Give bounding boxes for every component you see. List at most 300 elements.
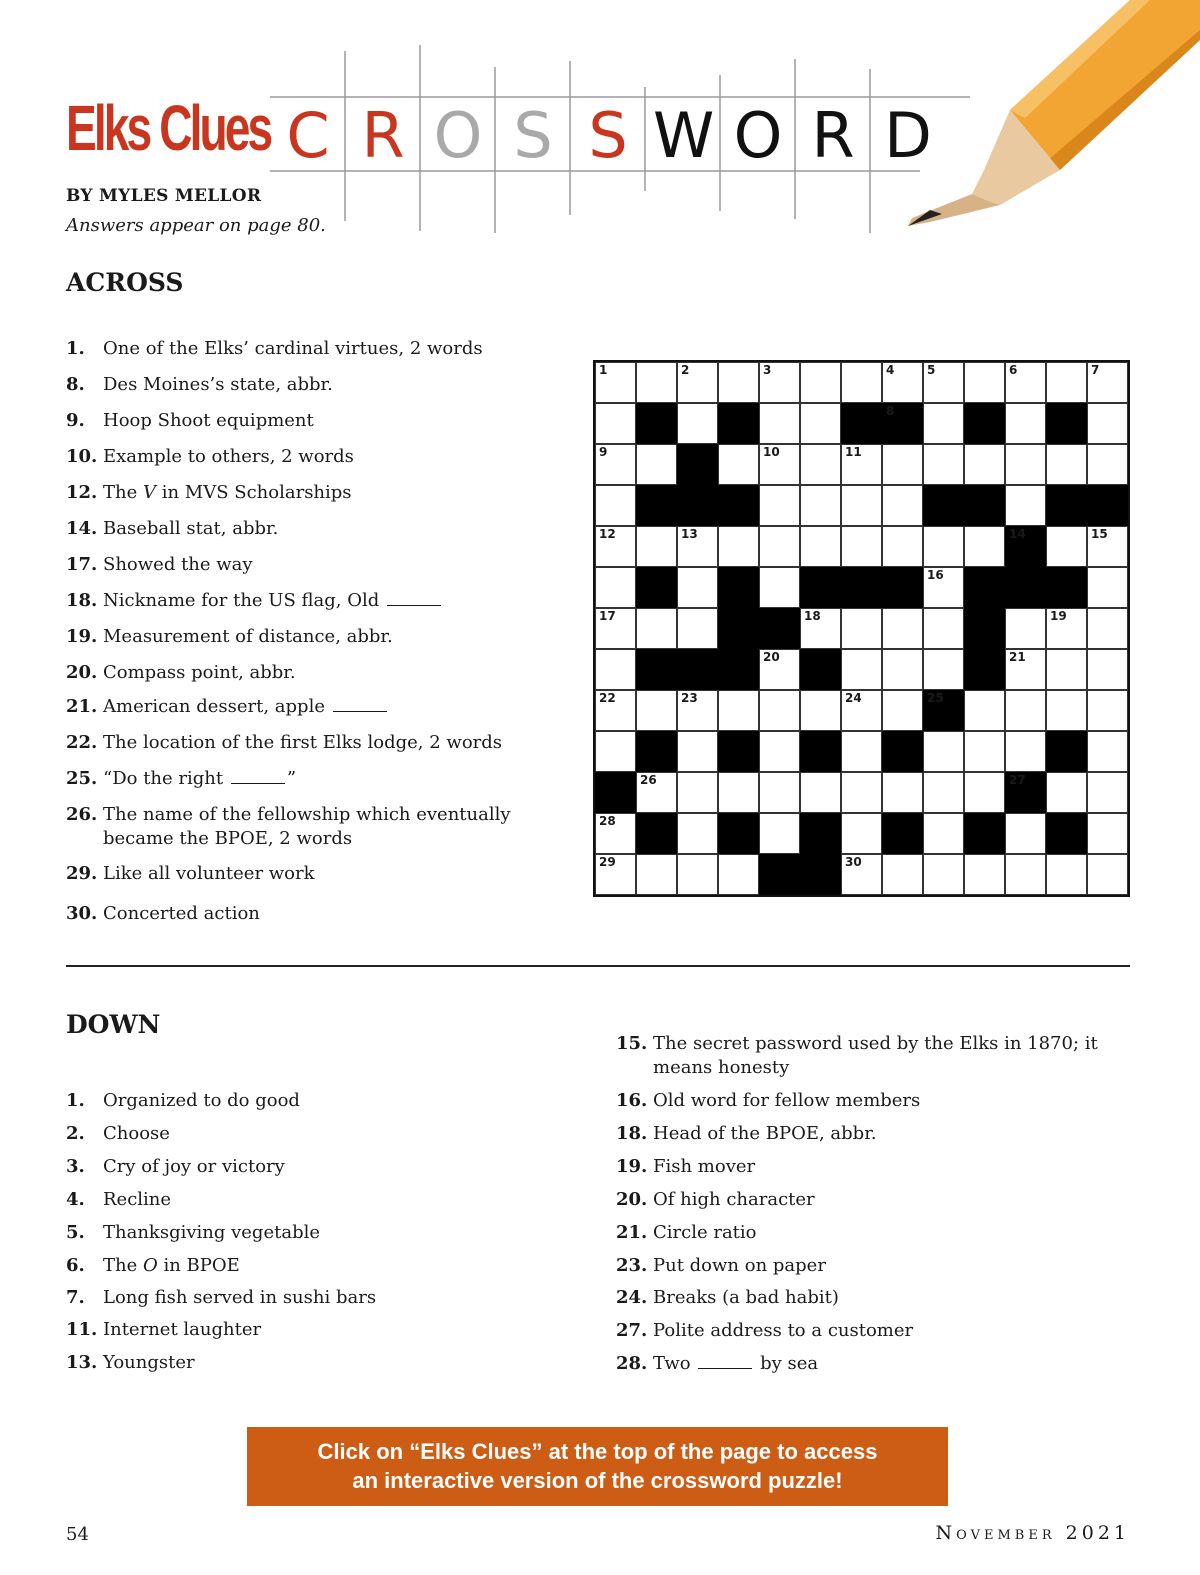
issue-date: November 2021: [935, 1522, 1130, 1544]
grid-cell-number: 21: [1009, 650, 1026, 664]
grid-cell[interactable]: [677, 772, 718, 813]
grid-block: [800, 813, 841, 854]
across-clue-14: [66, 517, 546, 541]
grid-cell[interactable]: [636, 608, 677, 649]
grid-cell[interactable]: [1005, 813, 1046, 854]
pencil-icon: [900, 0, 1200, 235]
grid-cell[interactable]: [800, 690, 841, 731]
down-clue-5: [66, 1221, 546, 1245]
clue-number: 21.: [66, 696, 98, 717]
clue-text: Cry of joy or victory: [103, 1156, 285, 1177]
grid-cell[interactable]: [800, 608, 841, 649]
clue-number: 17.: [66, 554, 98, 575]
grid-cell[interactable]: [882, 362, 923, 403]
grid-cell[interactable]: [841, 690, 882, 731]
grid-cell[interactable]: [923, 731, 964, 772]
clue-number: 7.: [66, 1287, 85, 1308]
down-clue-7: [66, 1286, 546, 1310]
grid-block: [677, 444, 718, 485]
grid-cell[interactable]: [636, 854, 677, 895]
grid-cell[interactable]: [677, 403, 718, 444]
clue-number: 1.: [66, 338, 85, 359]
grid-block: [718, 567, 759, 608]
grid-cell[interactable]: [595, 690, 636, 731]
grid-cell[interactable]: [923, 649, 964, 690]
grid-block: [1005, 526, 1046, 567]
across-clue-19: [66, 625, 546, 649]
clue-text: Put down on paper: [653, 1255, 826, 1276]
grid-cell-number: 28: [599, 814, 616, 828]
grid-cell[interactable]: [923, 403, 964, 444]
across-clue-26: [66, 803, 546, 851]
title-letter-d: D: [884, 99, 932, 172]
clue-number: 23.: [616, 1255, 648, 1276]
grid-cell[interactable]: [1087, 772, 1128, 813]
grid-cell[interactable]: [595, 485, 636, 526]
grid-block: [677, 649, 718, 690]
down-heading: DOWN: [66, 1010, 161, 1039]
clue-text: Youngster: [103, 1352, 195, 1373]
answer-blank: [231, 769, 285, 784]
grid-cell[interactable]: [718, 526, 759, 567]
grid-cell[interactable]: [595, 567, 636, 608]
clue-text: [103, 767, 296, 791]
clue-number: 12.: [66, 482, 98, 503]
grid-cell[interactable]: [759, 567, 800, 608]
clue-number: 5.: [66, 1222, 85, 1243]
clue-text: Circle ratio: [653, 1222, 757, 1243]
grid-cell[interactable]: [677, 608, 718, 649]
grid-cell[interactable]: [923, 772, 964, 813]
grid-cell[interactable]: [759, 485, 800, 526]
clue-number: 6.: [66, 1255, 85, 1276]
grid-cell-number: 23: [681, 691, 698, 705]
grid-block: [964, 649, 1005, 690]
grid-cell-number: 3: [763, 363, 772, 377]
grid-cell[interactable]: [636, 444, 677, 485]
grid-block: [841, 567, 882, 608]
byline: BY MYLES MELLOR: [66, 186, 262, 206]
clue-text: [103, 589, 443, 613]
grid-cell[interactable]: [841, 649, 882, 690]
grid-cell-number: 12: [599, 527, 616, 541]
clue-text: Hoop Shoot equipment: [103, 410, 314, 431]
banner-line-2: an interactive version of the crossword puzzle!: [352, 1468, 843, 1493]
grid-cell-number: 5: [927, 363, 936, 377]
grid-cell[interactable]: [964, 690, 1005, 731]
grid-cell[interactable]: [882, 444, 923, 485]
grid-block: [1046, 567, 1087, 608]
grid-cell[interactable]: [677, 690, 718, 731]
grid-cell[interactable]: [759, 526, 800, 567]
clue-text-pre: “Do the right: [103, 768, 224, 789]
grid-cell[interactable]: [1046, 690, 1087, 731]
grid-block: [677, 485, 718, 526]
grid-cell[interactable]: [1087, 649, 1128, 690]
grid-cell[interactable]: [1087, 403, 1128, 444]
clue-text: [103, 1254, 240, 1278]
clue-number: 2.: [66, 1123, 85, 1144]
grid-block: [800, 854, 841, 895]
grid-cell-number: 10: [763, 445, 780, 459]
grid-cell[interactable]: [841, 526, 882, 567]
grid-block: [759, 854, 800, 895]
clue-number: 3.: [66, 1156, 85, 1177]
grid-cell-number: 29: [599, 855, 616, 869]
grid-cell[interactable]: [841, 854, 882, 895]
grid-cell[interactable]: [923, 526, 964, 567]
grid-cell[interactable]: [759, 731, 800, 772]
grid-cell[interactable]: [677, 813, 718, 854]
grid-cell[interactable]: [1005, 444, 1046, 485]
grid-cell[interactable]: [1087, 608, 1128, 649]
grid-cell[interactable]: [882, 772, 923, 813]
clue-text-post: by sea: [760, 1353, 819, 1374]
grid-block: [882, 813, 923, 854]
grid-cell[interactable]: [923, 813, 964, 854]
down-clue-3: [66, 1155, 546, 1179]
down-clue-16: [616, 1089, 1116, 1113]
grid-cell[interactable]: [1087, 444, 1128, 485]
down-clue-19: [616, 1155, 1116, 1179]
down-clue-24: [616, 1286, 1116, 1310]
grid-block: [718, 731, 759, 772]
clue-number: 20.: [66, 662, 98, 683]
crossword-grid[interactable]: [593, 360, 1130, 897]
grid-cell[interactable]: [1046, 649, 1087, 690]
clue-text-em: V: [142, 482, 156, 503]
clue-text: Concerted action: [103, 903, 260, 924]
grid-cell[interactable]: [964, 772, 1005, 813]
grid-cell[interactable]: [800, 362, 841, 403]
grid-cell-number: 25: [927, 691, 944, 705]
clue-number: 19.: [66, 626, 98, 647]
grid-cell[interactable]: [759, 444, 800, 485]
grid-cell[interactable]: [718, 772, 759, 813]
grid-block: [800, 567, 841, 608]
grid-cell[interactable]: [841, 362, 882, 403]
grid-cell[interactable]: [1005, 690, 1046, 731]
grid-cell[interactable]: [677, 567, 718, 608]
clue-text-line2: became the BPOE, 2 words: [103, 828, 353, 849]
grid-block: [636, 485, 677, 526]
grid-cell[interactable]: [636, 362, 677, 403]
grid-cell[interactable]: [841, 813, 882, 854]
grid-cell-number: 7: [1091, 363, 1100, 377]
clue-text: The secret password used by the Elks in 1870; it: [653, 1033, 1098, 1054]
title-letter-s2: S: [588, 99, 628, 172]
grid-cell[interactable]: [964, 444, 1005, 485]
grid-cell[interactable]: [677, 731, 718, 772]
grid-cell[interactable]: [841, 772, 882, 813]
grid-cell[interactable]: [1087, 567, 1128, 608]
clue-text: Like all volunteer work: [103, 863, 315, 884]
clue-number: 10.: [66, 446, 98, 467]
grid-block: [1046, 485, 1087, 526]
grid-cell-number: 30: [845, 855, 862, 869]
grid-cell[interactable]: [595, 854, 636, 895]
grid-cell[interactable]: [1087, 526, 1128, 567]
grid-cell[interactable]: [841, 485, 882, 526]
down-clue-13: [66, 1351, 546, 1375]
title-letter-r2: R: [811, 99, 855, 172]
grid-cell[interactable]: [841, 608, 882, 649]
grid-cell[interactable]: [595, 813, 636, 854]
grid-cell[interactable]: [1046, 854, 1087, 895]
grid-cell[interactable]: [595, 403, 636, 444]
across-clue-10: [66, 445, 546, 469]
grid-block: [1005, 772, 1046, 813]
clue-text-pre: The: [103, 1255, 143, 1276]
elks-clues-link[interactable]: Elks Clues: [66, 92, 271, 164]
clue-text-line2: means honesty: [653, 1057, 790, 1078]
grid-block: [1005, 567, 1046, 608]
grid-block: [718, 649, 759, 690]
grid-cell[interactable]: [636, 772, 677, 813]
clue-number: 9.: [66, 410, 85, 431]
grid-cell-number: 19: [1050, 609, 1067, 623]
grid-block: [1046, 731, 1087, 772]
grid-cell[interactable]: [800, 485, 841, 526]
grid-cell[interactable]: [1046, 362, 1087, 403]
grid-block: [882, 567, 923, 608]
clue-text: Old word for fellow members: [653, 1090, 921, 1111]
grid-cell[interactable]: [841, 444, 882, 485]
grid-cell[interactable]: [882, 854, 923, 895]
clue-text: Compass point, abbr.: [103, 662, 296, 683]
grid-cell-number: 1: [599, 363, 608, 377]
grid-cell[interactable]: [964, 526, 1005, 567]
grid-cell-number: 24: [845, 691, 862, 705]
clue-text-body: Nickname for the US flag, Old: [103, 590, 380, 611]
grid-cell[interactable]: [800, 403, 841, 444]
title-letter-o: O: [433, 99, 483, 172]
grid-cell[interactable]: [677, 854, 718, 895]
grid-cell-number: 4: [886, 363, 895, 377]
clue-number: 25.: [66, 768, 98, 789]
grid-cell[interactable]: [923, 362, 964, 403]
grid-cell[interactable]: [759, 690, 800, 731]
across-clue-30: [66, 902, 546, 926]
grid-cell[interactable]: [677, 362, 718, 403]
grid-cell[interactable]: [1046, 444, 1087, 485]
grid-block: [800, 649, 841, 690]
grid-cell[interactable]: [718, 854, 759, 895]
grid-cell-number: 9: [599, 445, 608, 459]
grid-block: [1046, 813, 1087, 854]
grid-block: [636, 567, 677, 608]
grid-cell[interactable]: [718, 690, 759, 731]
clue-text-post: in MVS Scholarships: [155, 482, 352, 503]
grid-block: [718, 813, 759, 854]
grid-cell[interactable]: [882, 526, 923, 567]
grid-cell[interactable]: [964, 854, 1005, 895]
grid-cell[interactable]: [595, 444, 636, 485]
across-clue-20: [66, 661, 546, 685]
grid-cell[interactable]: [882, 608, 923, 649]
grid-cell[interactable]: [1087, 854, 1128, 895]
grid-cell-number: 22: [599, 691, 616, 705]
grid-cell[interactable]: [759, 403, 800, 444]
grid-cell[interactable]: [1005, 362, 1046, 403]
clue-text: Showed the way: [103, 554, 253, 575]
across-clue-22: [66, 731, 546, 755]
clue-text: Head of the BPOE, abbr.: [653, 1123, 877, 1144]
grid-cell[interactable]: [882, 690, 923, 731]
grid-cell-number: 16: [927, 568, 944, 582]
grid-cell[interactable]: [636, 526, 677, 567]
clue-text: Polite address to a customer: [653, 1320, 914, 1341]
answer-blank: [333, 697, 387, 712]
grid-cell[interactable]: [800, 526, 841, 567]
grid-cell[interactable]: [923, 608, 964, 649]
grid-cell[interactable]: [759, 649, 800, 690]
down-clue-1: [66, 1089, 546, 1113]
title-letter-w: W: [653, 99, 715, 172]
grid-cell[interactable]: [923, 567, 964, 608]
clue-number: 19.: [616, 1156, 648, 1177]
grid-block: [964, 567, 1005, 608]
clue-text: [103, 695, 389, 719]
grid-cell[interactable]: [1005, 403, 1046, 444]
grid-cell[interactable]: [595, 731, 636, 772]
clue-number: 20.: [616, 1189, 648, 1210]
grid-cell[interactable]: [759, 772, 800, 813]
grid-cell[interactable]: [718, 362, 759, 403]
clue-number: 18.: [66, 590, 98, 611]
grid-cell-number: 27: [1009, 773, 1026, 787]
clue-text: Example to others, 2 words: [103, 446, 354, 467]
grid-block: [759, 608, 800, 649]
grid-cell[interactable]: [1005, 731, 1046, 772]
grid-block: [1087, 485, 1128, 526]
grid-block: [882, 731, 923, 772]
down-clue-6: [66, 1254, 546, 1278]
grid-cell[interactable]: [718, 444, 759, 485]
down-clue-15: [616, 1032, 1116, 1080]
grid-block: [718, 485, 759, 526]
across-clue-8: [66, 373, 546, 397]
grid-cell-number: 17: [599, 609, 616, 623]
clue-number: 22.: [66, 732, 98, 753]
down-clue-28: [616, 1352, 1116, 1376]
answers-note: Answers appear on page 80.: [66, 215, 326, 236]
grid-cell[interactable]: [800, 444, 841, 485]
grid-cell[interactable]: [1005, 854, 1046, 895]
grid-cell[interactable]: [595, 362, 636, 403]
clue-number: 8.: [66, 374, 85, 395]
interactive-version-banner[interactable]: [247, 1427, 948, 1506]
clue-text: Internet laughter: [103, 1319, 262, 1340]
grid-block: [923, 690, 964, 731]
clue-number: 30.: [66, 903, 98, 924]
grid-block: [882, 403, 923, 444]
across-clue-1: [66, 337, 546, 361]
grid-block: [964, 485, 1005, 526]
grid-block: [800, 731, 841, 772]
grid-block: [923, 485, 964, 526]
clue-text: Baseball stat, abbr.: [103, 518, 279, 539]
grid-cell[interactable]: [800, 772, 841, 813]
grid-cell[interactable]: [964, 362, 1005, 403]
answer-blank: [387, 591, 441, 606]
grid-cell[interactable]: [759, 813, 800, 854]
clue-number: 29.: [66, 863, 98, 884]
grid-cell[interactable]: [1046, 772, 1087, 813]
grid-block: [964, 608, 1005, 649]
grid-cell[interactable]: [677, 526, 718, 567]
grid-cell-number: 26: [640, 773, 657, 787]
grid-cell[interactable]: [1087, 813, 1128, 854]
title-letter-o2: O: [733, 99, 783, 172]
grid-cell[interactable]: [636, 690, 677, 731]
clue-text-body: American dessert, apple: [103, 696, 325, 717]
grid-cell[interactable]: [923, 854, 964, 895]
grid-block: [964, 403, 1005, 444]
grid-cell-number: 8: [886, 404, 895, 418]
across-clue-29: [66, 862, 546, 886]
grid-cell[interactable]: [595, 649, 636, 690]
grid-block: [718, 608, 759, 649]
clue-text: Measurement of distance, abbr.: [103, 626, 393, 647]
grid-cell[interactable]: [964, 731, 1005, 772]
clue-number: 13.: [66, 1352, 98, 1373]
grid-block: [595, 772, 636, 813]
grid-cell[interactable]: [1046, 526, 1087, 567]
clue-number: 24.: [616, 1287, 648, 1308]
clue-number: 28.: [616, 1353, 648, 1374]
grid-cell[interactable]: [1005, 649, 1046, 690]
down-clue-18: [616, 1122, 1116, 1146]
clue-number: 15.: [616, 1033, 648, 1054]
down-clue-4: [66, 1188, 546, 1212]
grid-cell-number: 14: [1009, 527, 1026, 541]
grid-cell[interactable]: [759, 362, 800, 403]
grid-cell[interactable]: [1087, 690, 1128, 731]
clue-number: 11.: [66, 1319, 98, 1340]
grid-cell[interactable]: [595, 608, 636, 649]
grid-cell-number: 13: [681, 527, 698, 541]
grid-cell[interactable]: [1087, 731, 1128, 772]
across-clue-17: [66, 553, 546, 577]
grid-cell-number: 2: [681, 363, 690, 377]
clue-text: One of the Elks’ cardinal virtues, 2 words: [103, 338, 483, 359]
grid-cell[interactable]: [923, 444, 964, 485]
clue-text-post: in BPOE: [157, 1255, 240, 1276]
grid-block: [718, 403, 759, 444]
title-letter-s: S: [513, 99, 553, 172]
grid-cell[interactable]: [1046, 608, 1087, 649]
section-divider: [66, 965, 1130, 967]
clue-text: [103, 481, 352, 505]
title-letter-r: R: [361, 99, 405, 172]
clue-text: Recline: [103, 1189, 172, 1210]
grid-cell[interactable]: [882, 485, 923, 526]
page-number: 54: [66, 1524, 89, 1545]
grid-cell[interactable]: [1005, 485, 1046, 526]
grid-cell[interactable]: [882, 649, 923, 690]
clue-text: The location of the first Elks lodge, 2 words: [103, 732, 503, 753]
grid-cell[interactable]: [595, 526, 636, 567]
grid-cell[interactable]: [841, 731, 882, 772]
grid-cell[interactable]: [1087, 362, 1128, 403]
grid-cell[interactable]: [1005, 608, 1046, 649]
grid-cell-number: 18: [804, 609, 821, 623]
grid-cell-number: 20: [763, 650, 780, 664]
grid-cell-number: 15: [1091, 527, 1108, 541]
across-clue-21: [66, 695, 546, 719]
clue-text: [653, 1352, 818, 1376]
